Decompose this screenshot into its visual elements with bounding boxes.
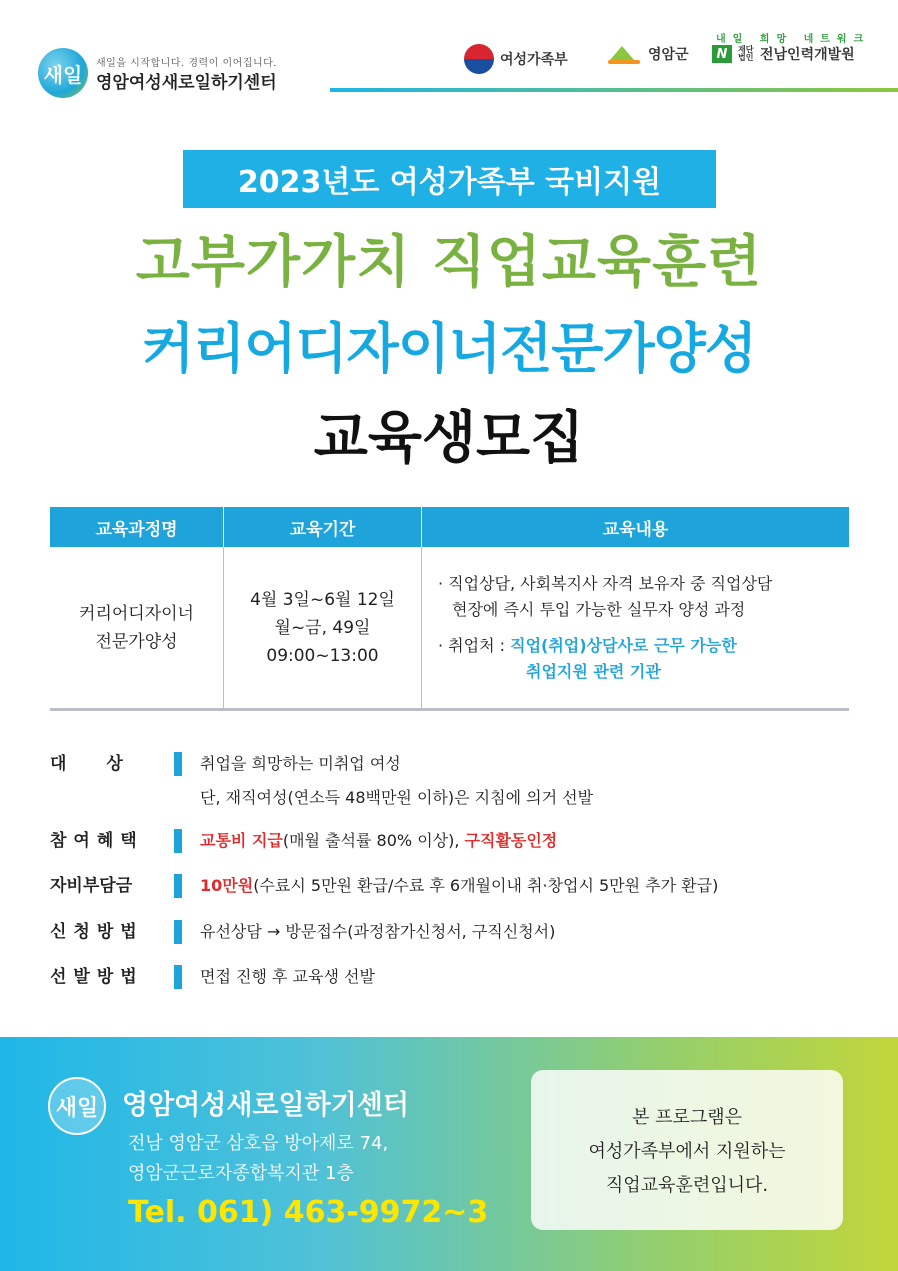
- info-text-benefit: [200, 829, 557, 853]
- cell-content: [422, 547, 849, 708]
- page-footer: [0, 1037, 898, 1271]
- course-table: [50, 507, 849, 711]
- ministry-name: 여성가족부: [500, 52, 568, 68]
- county-name: 영암군: [648, 47, 689, 63]
- footer-phone: Tel. 061) 463-9972~3: [128, 1195, 489, 1230]
- target-line-2: 단, 재직여성(연소득 48백만원 이하)은 지침에 의거 선발: [200, 788, 594, 807]
- title-line-1: 고부가가치 직업교육훈련: [135, 230, 763, 295]
- info-bar: [174, 965, 182, 989]
- header-divider: [330, 88, 898, 92]
- table-header-row: [50, 507, 849, 547]
- content-bullet-2: [438, 633, 737, 685]
- footer-address-line-2: 영암군근로자종합복지관 1층: [128, 1163, 354, 1184]
- content-bullet-1-line-2: 현장에 즉시 투입 가능한 실무자 양성 과정: [452, 599, 746, 619]
- content-bullet-1: [438, 571, 772, 623]
- program-note-box: [531, 1070, 843, 1230]
- subsidy-title: 2023년도 여성가족부 국비지원: [183, 150, 716, 208]
- content-bullet-1-line-1: · 직업상담, 사회복지사 자격 보유자 중 직업상담: [438, 573, 773, 593]
- info-bar: [174, 874, 182, 898]
- benefit-job-search: 구직활동인정: [464, 831, 558, 850]
- header-content: 교육내용: [602, 519, 669, 540]
- cost-amount: 10만원: [200, 876, 254, 895]
- mountain-icon: [606, 44, 642, 64]
- target-line-1: 취업을 희망하는 미취업 여성: [200, 754, 401, 773]
- taeguk-icon: [464, 44, 494, 74]
- partner-ministry: [464, 44, 568, 74]
- table-row: [50, 547, 849, 711]
- title-line-3: 교육생모집: [313, 406, 585, 471]
- institute-prefix: 재단법인: [738, 45, 754, 62]
- center-slogan: 새일을 시작합니다. 경력이 이어집니다.: [96, 58, 277, 69]
- employment-label: · 취업처 :: [438, 635, 511, 655]
- period-days: 월~금, 49일: [274, 617, 371, 638]
- info-apply: [50, 920, 850, 944]
- institute-name: 전남인력개발원: [760, 47, 855, 63]
- period-time: 09:00~13:00: [266, 645, 379, 666]
- center-name: 영암여성새로일하기센터: [96, 73, 277, 93]
- footer-center-name: 영암여성새로일하기센터: [122, 1090, 409, 1121]
- saeil-logo: 새일: [38, 48, 88, 98]
- info-text-select: 면접 진행 후 교육생 선발: [200, 967, 375, 986]
- cost-refund: (수료시 5만원 환급/수료 후 6개월이내 취·창업시 5만원 추가 환급): [253, 876, 719, 895]
- benefit-transport: 교통비 지급: [200, 831, 283, 850]
- info-target: [50, 752, 850, 810]
- network-slogan: 내일 희망 네트워크: [716, 34, 871, 45]
- info-label-select: 선발방법: [50, 967, 144, 987]
- cell-period: [224, 547, 422, 708]
- info-bar: [174, 752, 182, 776]
- page-header: [0, 0, 898, 110]
- course-name-line: 전문가양성: [95, 631, 178, 652]
- network-n-icon: N: [712, 45, 732, 63]
- info-label-apply: 신청방법: [50, 922, 144, 942]
- period-dates: 4월 3일~6월 12일: [250, 589, 395, 610]
- partner-institute: [712, 44, 855, 64]
- info-label-cost: 자비부담금: [50, 876, 133, 896]
- info-label-benefit: 참여혜택: [50, 831, 144, 851]
- footer-address-line-1: 전남 영암군 삼호읍 방아제로 74,: [128, 1133, 389, 1154]
- info-bar: [174, 829, 182, 853]
- info-select: [50, 965, 850, 989]
- info-label-target: 대상: [50, 754, 163, 774]
- cell-course-name: [50, 547, 224, 708]
- program-note-line: 여성가족부에서 지원하는: [588, 1141, 786, 1162]
- benefit-condition: (매월 출석률 80% 이상),: [282, 831, 465, 850]
- program-note-line: 직업교육훈련입니다.: [605, 1175, 769, 1196]
- employment-line-1: 직업(취업)상담사로 근무 가능한: [510, 635, 737, 655]
- header-period: 교육기간: [224, 507, 422, 547]
- header-course-name: 교육과정명: [50, 507, 224, 547]
- info-text-target: [200, 752, 593, 810]
- info-bar: [174, 920, 182, 944]
- info-benefit: [50, 829, 850, 853]
- employment-line-2: 취업지원 관련 기관: [526, 661, 661, 681]
- course-name-line: 커리어디자이너: [79, 603, 194, 624]
- saeil-logo: 새일: [48, 1077, 106, 1135]
- partner-county: [606, 44, 689, 64]
- program-note-line: 본 프로그램은: [631, 1107, 743, 1128]
- info-text-apply: 유선상담 → 방문접수(과정참가신청서, 구직신청서): [200, 922, 556, 941]
- info-text-cost: [200, 874, 718, 898]
- info-cost: [50, 874, 850, 898]
- title-line-2: 커리어디자이너전문가양성: [142, 317, 756, 380]
